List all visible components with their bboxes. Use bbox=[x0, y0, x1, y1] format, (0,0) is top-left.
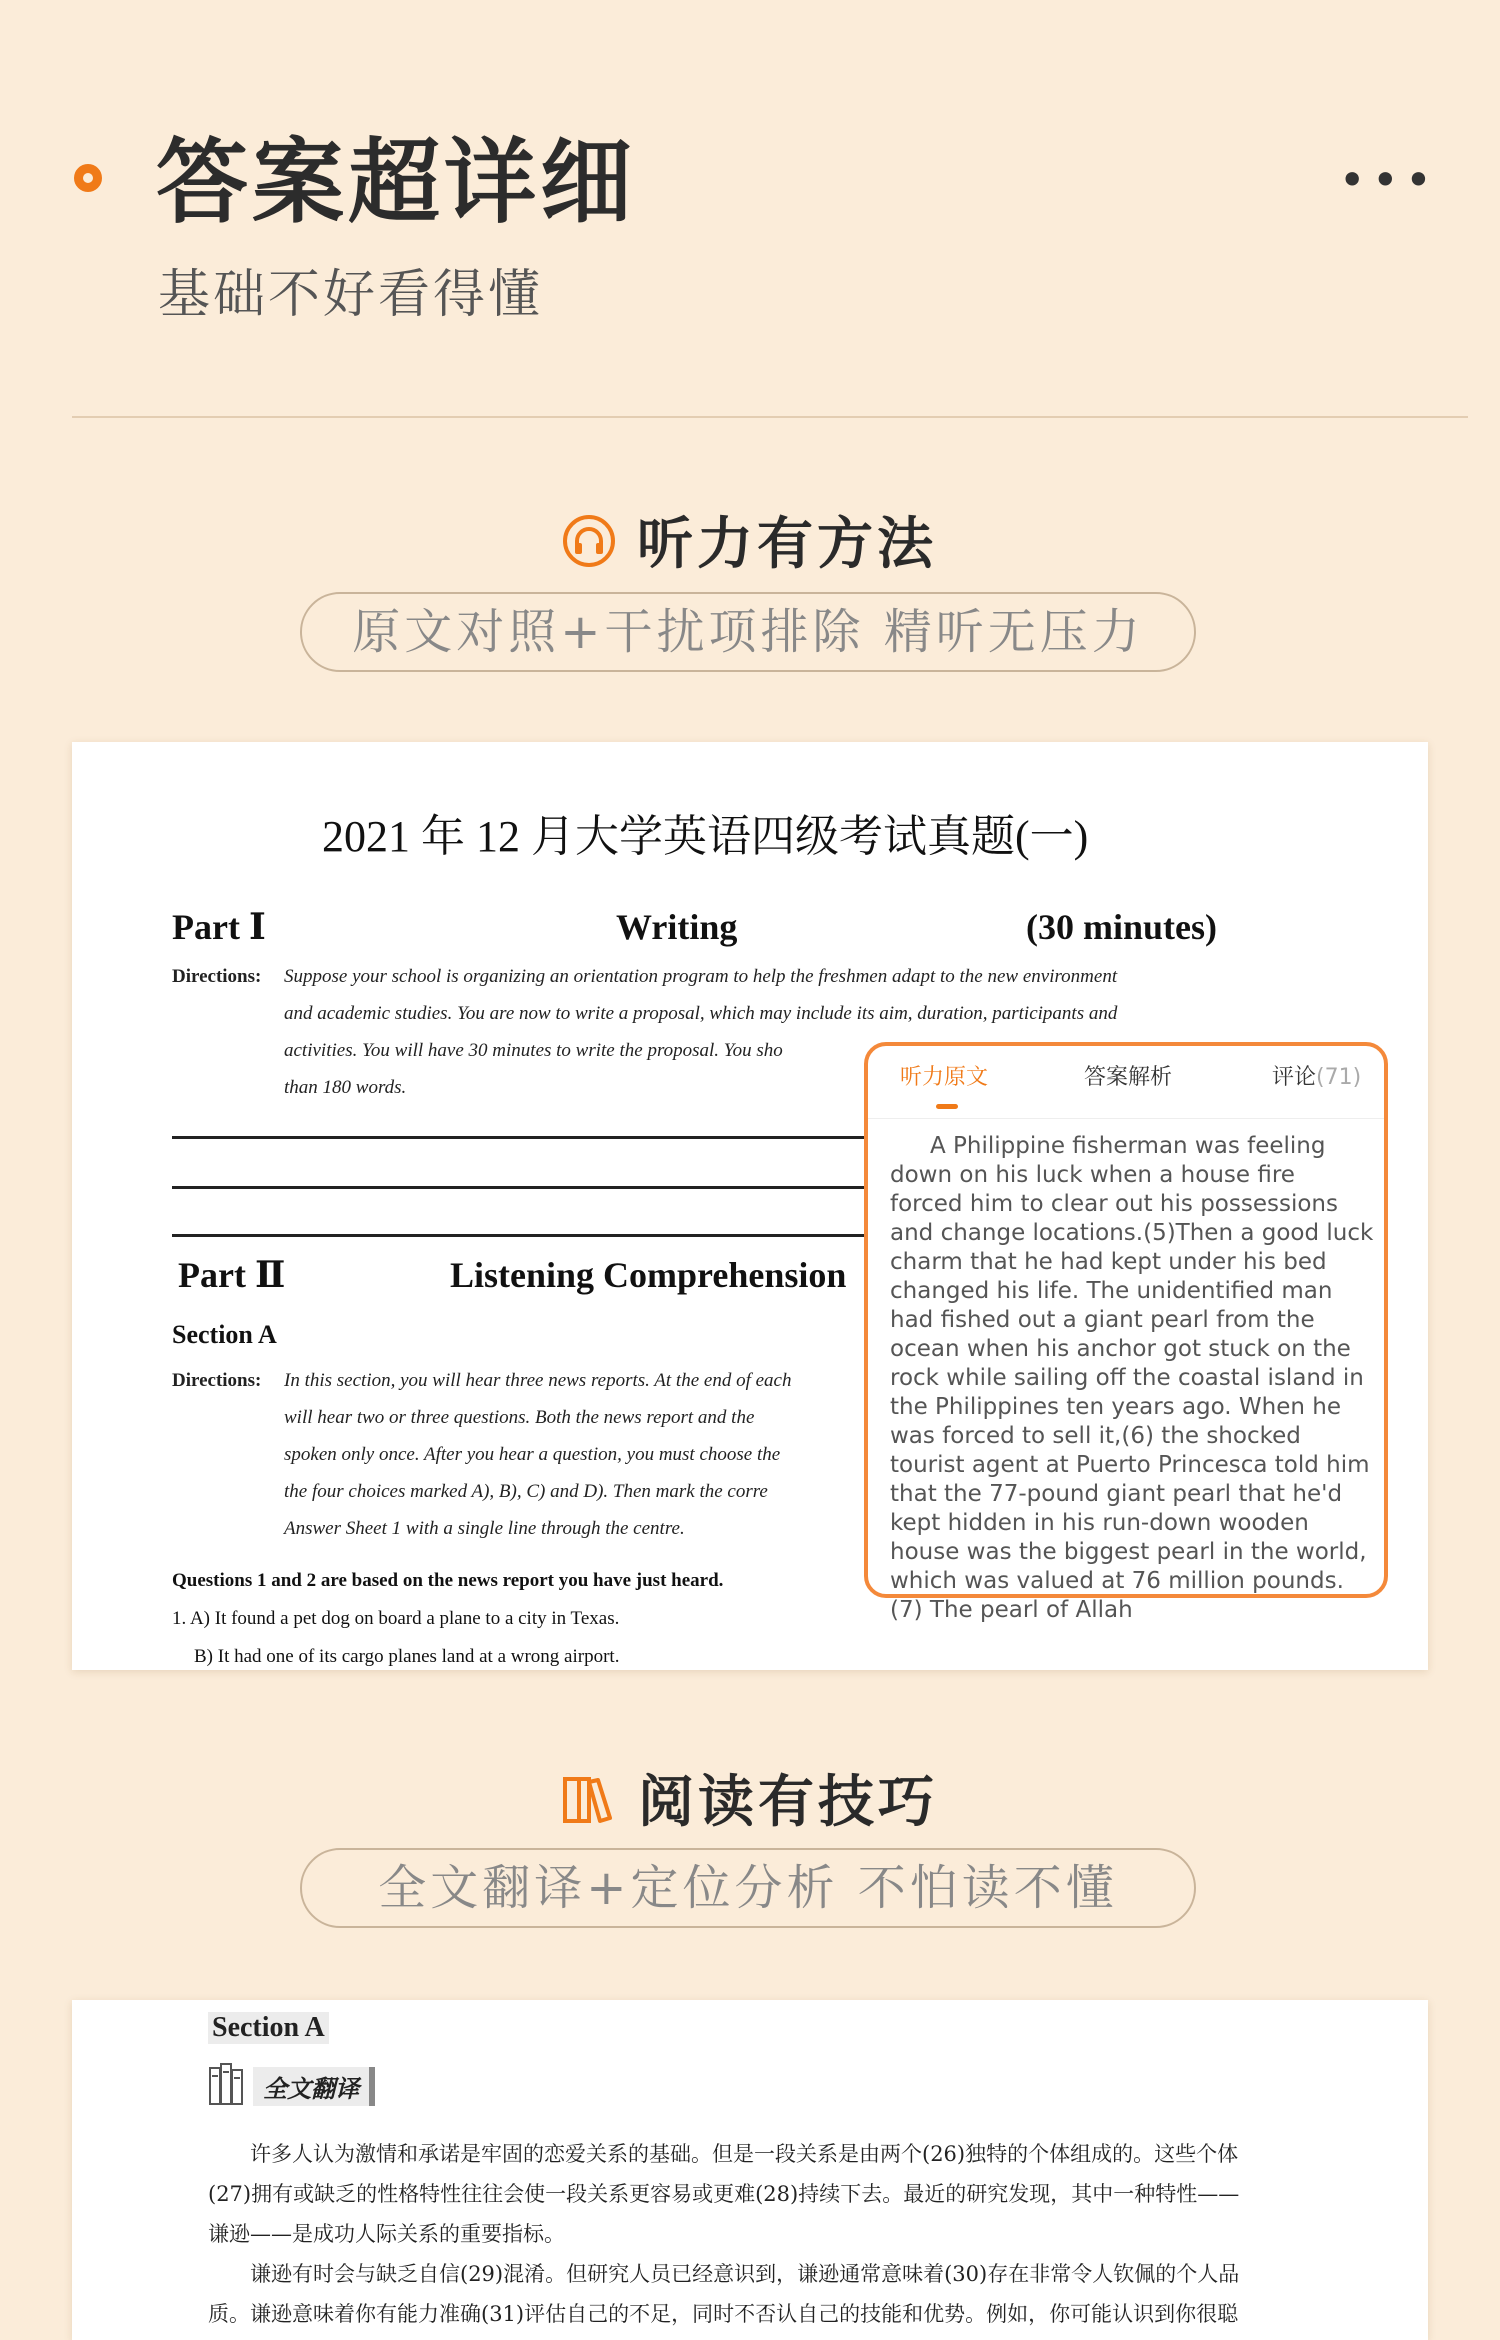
translation-line: 谦逊——是成功人际关系的重要指标。 bbox=[208, 2222, 565, 2246]
more-options-icon[interactable]: ••• bbox=[1338, 153, 1438, 207]
exam-title: 2021 年 12 月大学英语四级考试真题(一) bbox=[322, 812, 1089, 861]
reading-heading bbox=[0, 1758, 1500, 1838]
directions-line: Answer Sheet 1 with a single line through the centre. bbox=[284, 1518, 685, 1539]
part1-label: Part Ⅰ bbox=[172, 907, 266, 947]
headphones-icon bbox=[563, 515, 615, 581]
reading-section-label: Section A bbox=[208, 2012, 329, 2044]
part2-name: Listening Comprehension bbox=[450, 1255, 847, 1295]
books-icon bbox=[208, 2062, 248, 2110]
section-a-label: Section A bbox=[172, 1320, 277, 1349]
directions-line: and academic studies. You are now to write a proposal, which may include its aim, duration, participants and bbox=[284, 1003, 1118, 1024]
directions-line: than 180 words. bbox=[284, 1077, 407, 1098]
part1-name: Writing bbox=[616, 907, 738, 947]
part2-directions-label: Directions: bbox=[172, 1370, 262, 1391]
directions-line: the four choices marked A), B), C) and D). Then mark the corre bbox=[284, 1481, 768, 1502]
answer-line bbox=[172, 1136, 932, 1139]
translation-line: 许多人认为激情和承诺是牢固的恋爱关系的基础。但是一段关系是由两个(26)独特的个体组成的。这些个体 bbox=[250, 2142, 1239, 2166]
transcript-text: A Philippine fisherman was feeling down on his luck when a house fire forced him to clear out his possessions and change locations.(5)Then a good luck charm that he had kept under his bed changed his life. The unidentified man had fished out a giant pearl from the ocean when his anchor got stuck on the rock while sailing off the coastal island in the Philippines ten years ago. When he was forced to sell it,(6) the shocked tourist agent at Puerto Princesca told him that the 77-pound giant pearl that he'd kept hidden in his run-down wooden house was the biggest pearl in the world, which was valued at 76 million pounds.(7) The pearl of Allah bbox=[890, 1133, 1374, 1623]
translation-badge-label: 全文翻译 bbox=[253, 2067, 375, 2106]
translation-badge bbox=[208, 2062, 375, 2110]
tab-answer-analysis[interactable]: 答案解析 bbox=[1084, 1065, 1173, 1090]
comment-count: (71) bbox=[1316, 1065, 1362, 1090]
translation-line: 谦逊有时会与缺乏自信(29)混淆。但研究人员已经意识到，谦逊通常意味着(30)存在非常令人钦佩的个人品 bbox=[250, 2262, 1240, 2286]
translation-line: (27)拥有或缺乏的性格特性往往会使一段关系更容易或更难(28)持续下去。最近的研究发现，其中一种特性—— bbox=[208, 2182, 1240, 2206]
directions-line: will hear two or three questions. Both the news report and the bbox=[284, 1407, 755, 1428]
directions-line: In this section, you will hear three news reports. At the end of each bbox=[284, 1370, 792, 1391]
part2-directions bbox=[284, 1362, 934, 1547]
question-1-option-b: B) It had one of its cargo planes land at a wrong airport. bbox=[194, 1646, 620, 1667]
part2-label: Part Ⅱ bbox=[178, 1255, 286, 1295]
listening-tagline: 原文对照+干扰项排除 精听无压力 bbox=[300, 592, 1196, 672]
tab-separator bbox=[868, 1118, 1384, 1119]
directions-line: spoken only once. After you hear a question, you must choose the bbox=[284, 1444, 781, 1465]
page-title: 答案超详细 bbox=[156, 129, 637, 236]
tab-comments[interactable] bbox=[1272, 1060, 1361, 1091]
answer-line bbox=[172, 1234, 932, 1237]
book-icon bbox=[562, 1773, 616, 1838]
translation-line: 质。谦逊意味着你有能力准确(31)评估自己的不足，同时不否认自己的技能和优势。例如，你可能认识到你很聪 bbox=[208, 2302, 1239, 2326]
reading-tagline: 全文翻译+定位分析 不怕读不懂 bbox=[300, 1848, 1196, 1928]
active-tab-indicator bbox=[936, 1104, 958, 1109]
tab-comments-label: 评论 bbox=[1272, 1065, 1317, 1090]
directions-line: Suppose your school is organizing an orientation program to help the freshmen adapt to the new environment bbox=[284, 966, 1118, 987]
header-divider bbox=[72, 416, 1468, 418]
question-1-option-a: 1. A) It found a pet dog on board a plane to a city in Texas. bbox=[172, 1608, 620, 1629]
translation-text bbox=[208, 2134, 1408, 2334]
transcript-popup bbox=[864, 1042, 1388, 1623]
listening-heading-text: 听力有方法 bbox=[637, 512, 937, 577]
part1-directions-label: Directions: bbox=[172, 966, 262, 987]
answer-line bbox=[172, 1186, 932, 1189]
part1-time: (30 minutes) bbox=[1026, 907, 1217, 947]
questions-note: Questions 1 and 2 are based on the news report you have just heard. bbox=[172, 1570, 724, 1591]
listening-heading bbox=[0, 500, 1500, 581]
reading-heading-text: 阅读有技巧 bbox=[638, 1770, 938, 1835]
page-subtitle: 基础不好看得懂 bbox=[158, 265, 544, 325]
title-bullet-icon bbox=[74, 164, 102, 192]
tab-transcript[interactable]: 听力原文 bbox=[900, 1065, 989, 1090]
directions-line: activities. You will have 30 minutes to write the proposal. You sho bbox=[284, 1040, 783, 1061]
reading-document-preview bbox=[72, 2000, 1428, 2340]
